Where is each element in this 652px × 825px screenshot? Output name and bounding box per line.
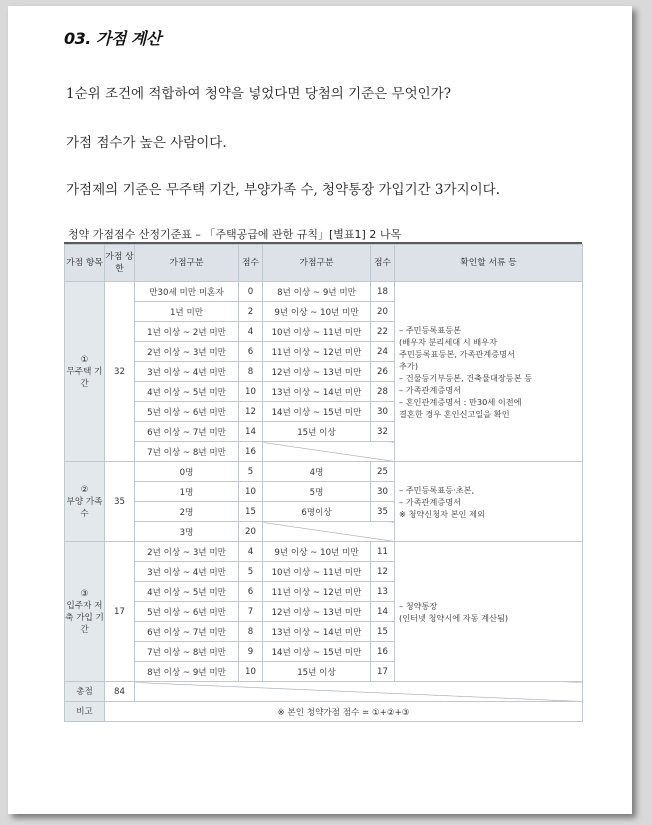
score-cell: 30: [371, 482, 395, 502]
range-cell: 6년 이상 ~ 7년 미만: [135, 622, 239, 642]
range-cell: 6년 이상 ~ 7년 미만: [135, 422, 239, 442]
table-header-row: [65, 245, 583, 282]
total-label: 총점: [65, 682, 105, 702]
score-cell: 18: [371, 282, 395, 302]
range-cell: 8년 이상 ~ 9년 미만: [135, 662, 239, 682]
max-score-cell: 35: [105, 462, 135, 542]
range-cell: 1년 미만: [135, 302, 239, 322]
range-cell: 0명: [135, 462, 239, 482]
section-heading: 03. 가점 계산: [64, 29, 161, 48]
score-cell: 0: [239, 282, 263, 302]
score-cell: 5: [239, 562, 263, 582]
category-number: ②: [80, 484, 89, 495]
total-slash-cell: [135, 682, 583, 702]
total-row: [65, 682, 583, 702]
doc-line: – 가족관계증명서: [399, 496, 462, 507]
score-table-wrapper: [64, 242, 582, 722]
score-cell: 5: [239, 462, 263, 482]
score-cell: 12: [239, 402, 263, 422]
range-cell: 2명: [135, 502, 239, 522]
score-cell: 16: [371, 642, 395, 662]
doc-line: 추가): [399, 360, 419, 371]
header-range-2: 가점구분: [263, 245, 371, 282]
score-cell: 6: [239, 342, 263, 362]
range-cell: 10년 이상 ~ 11년 미만: [263, 562, 371, 582]
range-cell: 11년 이상 ~ 12년 미만: [263, 342, 371, 362]
score-cell: 12: [371, 562, 395, 582]
category-number: ③: [80, 588, 89, 599]
score-cell: 24: [371, 342, 395, 362]
category-cell: [65, 462, 105, 542]
doc-line: – 혼인관계증명서 : 만30세 이전에: [399, 396, 522, 407]
doc-line: – 건물등기부등본, 건축물대장등본 등: [399, 372, 533, 383]
score-cell: 14: [371, 602, 395, 622]
score-cell: 2: [239, 302, 263, 322]
docs-cell: [395, 462, 583, 542]
range-cell: 15년 이상: [263, 662, 371, 682]
score-cell: 7: [239, 602, 263, 622]
doc-line: (배우자 분리세대 시 배우자: [399, 336, 498, 347]
range-cell: 5년 이상 ~ 6년 미만: [135, 402, 239, 422]
doc-line: ※ 청약신청자 본인 제외: [399, 508, 485, 519]
range-cell: 14년 이상 ~ 15년 미만: [263, 642, 371, 662]
range-cell: 6명이상: [263, 502, 371, 522]
score-cell: 8: [239, 362, 263, 382]
score-cell: 14: [239, 422, 263, 442]
score-cell: 15: [239, 502, 263, 522]
score-cell: 32: [371, 422, 395, 442]
max-score-cell: 32: [105, 282, 135, 462]
range-cell: 2년 이상 ~ 3년 미만: [135, 342, 239, 362]
header-item: 가점 항목: [65, 245, 105, 282]
score-cell: 10: [239, 662, 263, 682]
table-row: [65, 282, 583, 302]
docs-cell: [395, 282, 583, 462]
category-name: 무주택 기간: [66, 366, 103, 389]
range-cell: 9년 이상 ~ 10년 미만: [263, 302, 371, 322]
score-cell: 22: [371, 322, 395, 342]
score-cell: 15: [371, 622, 395, 642]
header-score-2: 점수: [371, 245, 395, 282]
range-cell: 11년 이상 ~ 12년 미만: [263, 582, 371, 602]
table-row: [65, 542, 583, 562]
range-cell: 7년 이상 ~ 8년 미만: [135, 642, 239, 662]
range-cell: 13년 이상 ~ 14년 미만: [263, 382, 371, 402]
range-cell: 15년 이상: [263, 422, 371, 442]
range-cell: 5년 이상 ~ 6년 미만: [135, 602, 239, 622]
range-cell: 1명: [135, 482, 239, 502]
doc-line: – 주민등록표등·초본,: [399, 484, 475, 495]
note-value: ※ 본인 청약가점 점수 = ①+②+③: [105, 702, 583, 722]
docs-cell: [395, 542, 583, 682]
header-range-1: 가점구분: [135, 245, 239, 282]
doc-line: 결혼한 경우 혼인신고일을 확인: [399, 408, 510, 419]
score-cell: 9: [239, 642, 263, 662]
range-cell: 5명: [263, 482, 371, 502]
empty-slash-cell: [263, 442, 395, 462]
score-cell: 20: [239, 522, 263, 542]
range-cell: 4년 이상 ~ 5년 미만: [135, 382, 239, 402]
paragraph-answer: 가점 점수가 높은 사람이다.: [66, 135, 227, 151]
category-number: ①: [80, 354, 89, 365]
score-cell: 16: [239, 442, 263, 462]
paragraph-criteria: 가점제의 기준은 무주택 기간, 부양가족 수, 청약통장 가입기간 3가지이다.: [66, 182, 500, 198]
header-score-1: 점수: [239, 245, 263, 282]
range-cell: 13년 이상 ~ 14년 미만: [263, 622, 371, 642]
range-cell: 2년 이상 ~ 3년 미만: [135, 542, 239, 562]
doc-line: 주민등록표등본, 가족관계증명서: [399, 348, 515, 359]
table-row: [65, 462, 583, 482]
range-cell: 1년 이상 ~ 2년 미만: [135, 322, 239, 342]
doc-line: – 주민등록표등본: [399, 324, 462, 335]
category-name: 입주자 저축 가입 기간: [65, 600, 104, 635]
range-cell: 만30세 미만 미혼자: [135, 282, 239, 302]
score-cell: 30: [371, 402, 395, 422]
total-value: 84: [105, 682, 135, 702]
empty-slash-cell: [263, 522, 395, 542]
range-cell: 4년 이상 ~ 5년 미만: [135, 582, 239, 602]
header-docs: 확인할 서류 등: [395, 245, 583, 282]
range-cell: 14년 이상 ~ 15년 미만: [263, 402, 371, 422]
range-cell: 3년 이상 ~ 4년 미만: [135, 562, 239, 582]
score-cell: 13: [371, 582, 395, 602]
note-label: 비고: [65, 702, 105, 722]
score-cell: 20: [371, 302, 395, 322]
range-cell: 8년 이상 ~ 9년 미만: [263, 282, 371, 302]
range-cell: 7년 이상 ~ 8년 미만: [135, 442, 239, 462]
range-cell: 3명: [135, 522, 239, 542]
range-cell: 10년 이상 ~ 11년 미만: [263, 322, 371, 342]
range-cell: 12년 이상 ~ 13년 미만: [263, 602, 371, 622]
paragraph-question: 1순위 조건에 적합하여 청약을 넣었다면 당첨의 기준은 무엇인가?: [66, 86, 451, 102]
score-cell: 11: [371, 542, 395, 562]
category-name: 부양 가족수: [66, 496, 103, 519]
doc-line: – 청약통장: [399, 600, 438, 611]
range-cell: 4명: [263, 462, 371, 482]
note-row: [65, 702, 583, 722]
score-cell: 10: [239, 382, 263, 402]
score-cell: 17: [371, 662, 395, 682]
score-cell: 4: [239, 322, 263, 342]
document-page: [8, 6, 632, 814]
score-cell: 28: [371, 382, 395, 402]
range-cell: 3년 이상 ~ 4년 미만: [135, 362, 239, 382]
range-cell: 12년 이상 ~ 13년 미만: [263, 362, 371, 382]
score-cell: 25: [371, 462, 395, 482]
header-max: 가점 상한: [105, 245, 135, 282]
score-cell: 10: [239, 482, 263, 502]
range-cell: 9년 이상 ~ 10년 미만: [263, 542, 371, 562]
score-cell: 8: [239, 622, 263, 642]
score-cell: 35: [371, 502, 395, 522]
score-cell: 4: [239, 542, 263, 562]
table-title: 청약 가점점수 산정기준표 – 「주택공급에 관한 규칙」[별표1] 2 나목: [68, 228, 402, 241]
score-cell: 26: [371, 362, 395, 382]
score-table: [64, 244, 583, 722]
category-cell: [65, 282, 105, 462]
doc-line: (인터넷 청약시에 자동 계산됨): [399, 612, 509, 623]
doc-line: – 가족관계증명서: [399, 384, 462, 395]
max-score-cell: 17: [105, 542, 135, 682]
score-cell: 6: [239, 582, 263, 602]
category-cell: [65, 542, 105, 682]
